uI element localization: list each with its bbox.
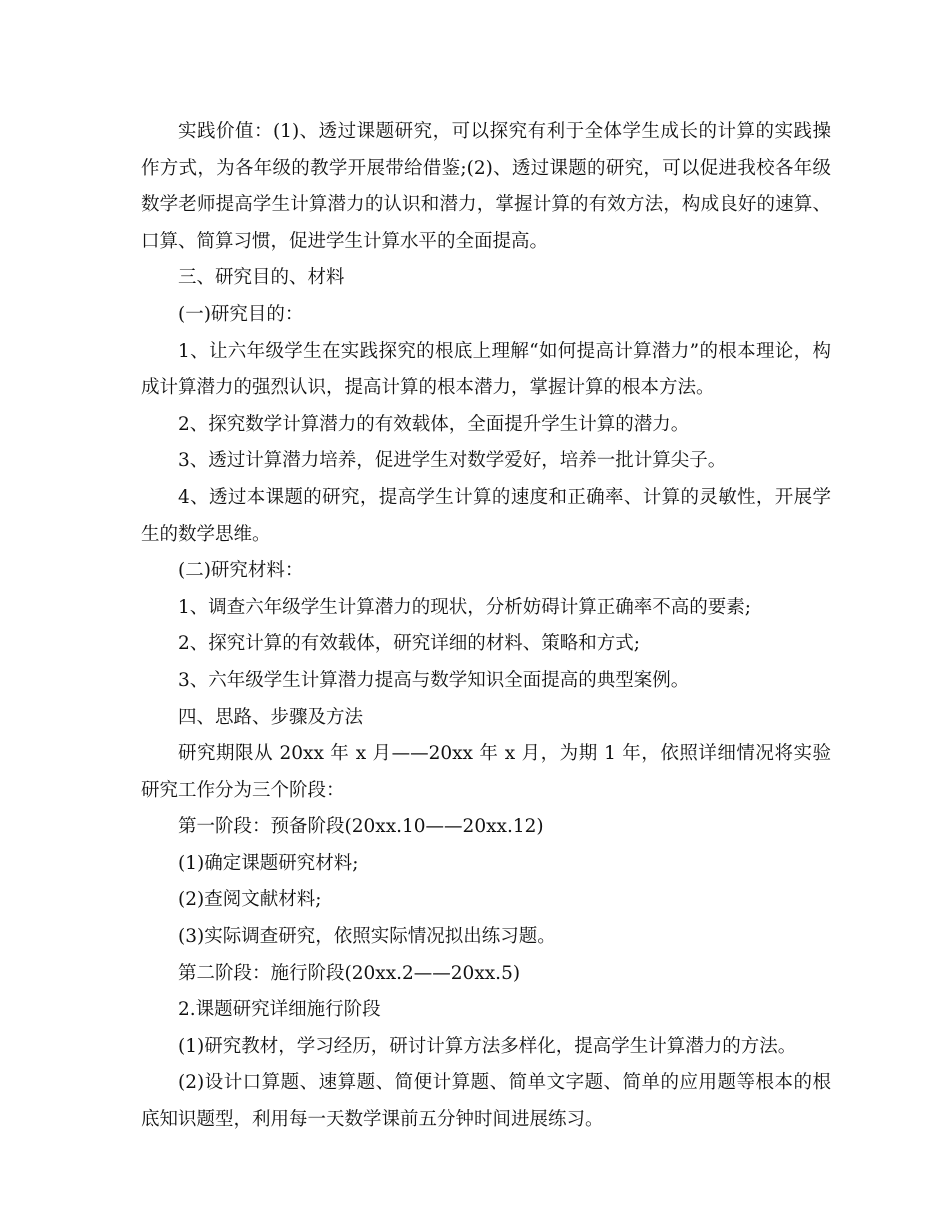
stage-2-item-1: (1)研究教材，学习经历，研讨计算方法多样化，提高学生计算潜力的方法。 [178, 1035, 797, 1057]
list-item-goal-3: 3、透过计算潜力培养，促进学生对数学爱好，培养一批计算尖子。 [178, 450, 727, 472]
heading-section-4: 四、思路、步骤及方法 [178, 706, 364, 728]
subheading-research-materials: (二)研究材料： [178, 560, 304, 582]
document-body [141, 114, 831, 1139]
stage-1-heading: 第一阶段：预备阶段(20xx.10——20xx.12) [178, 816, 544, 838]
list-item-goal-2: 2、探究数学计算潜力的有效载体，全面提升学生计算的潜力。 [178, 413, 690, 435]
stage-1-item-3: (3)实际调查研究，依照实际情况拟出练习题。 [178, 926, 556, 948]
stage-1-item-1: (1)确定课题研究材料; [178, 852, 359, 874]
stage-2-subheading: 2.课题研究详细施行阶段 [178, 999, 381, 1021]
subheading-research-goals: (一)研究目的： [178, 303, 304, 325]
heading-section-3: 三、研究目的、材料 [178, 267, 345, 289]
paragraph-practical-value: 实践价值：(1)、透过课题研究，可以探究有利于全体学生成长的计算的实践操作方式，为各年级的教学开展带给借鉴;(2)、透过课题的研究，可以促进我校各年级数学老师提高学生计算潜力的认识和潜力，掌握计算的有效方法，构成良好的速算、口算、简算习惯，促进学生计算水平的全面提高。 [141, 121, 831, 252]
list-item-material-1: 1、调查六年级学生计算潜力的现状，分析妨碍计算正确率不高的要素; [178, 596, 752, 618]
list-item-material-3: 3、六年级学生计算潜力提高与数学知识全面提高的典型案例。 [178, 669, 690, 691]
stage-2-heading: 第二阶段：施行阶段(20xx.2——20xx.5) [178, 962, 521, 984]
stage-1-item-2: (2)查阅文献材料; [178, 889, 322, 911]
list-item-goal-4: 4、透过本课题的研究，提高学生计算的速度和正确率、计算的灵敏性，开展学生的数学思维。 [141, 486, 831, 545]
list-item-goal-1: 1、让六年级学生在实践探究的根底上理解“如何提高计算潜力”的根本理论，构成计算潜力的强烈认识，提高计算的根本潜力，掌握计算的根本方法。 [141, 340, 831, 399]
paragraph-research-period: 研究期限从 20xx 年 x 月——20xx 年 x 月，为期 1 年，依照详细情况将实验研究工作分为三个阶段： [141, 743, 831, 801]
list-item-material-2: 2、探究计算的有效载体，研究详细的材料、策略和方式; [178, 633, 641, 655]
stage-2-item-2: (2)设计口算题、速算题、简便计算题、简单文字题、简单的应用题等根本的根底知识题型，利用每一天数学课前五分钟时间进展练习。 [141, 1072, 831, 1131]
